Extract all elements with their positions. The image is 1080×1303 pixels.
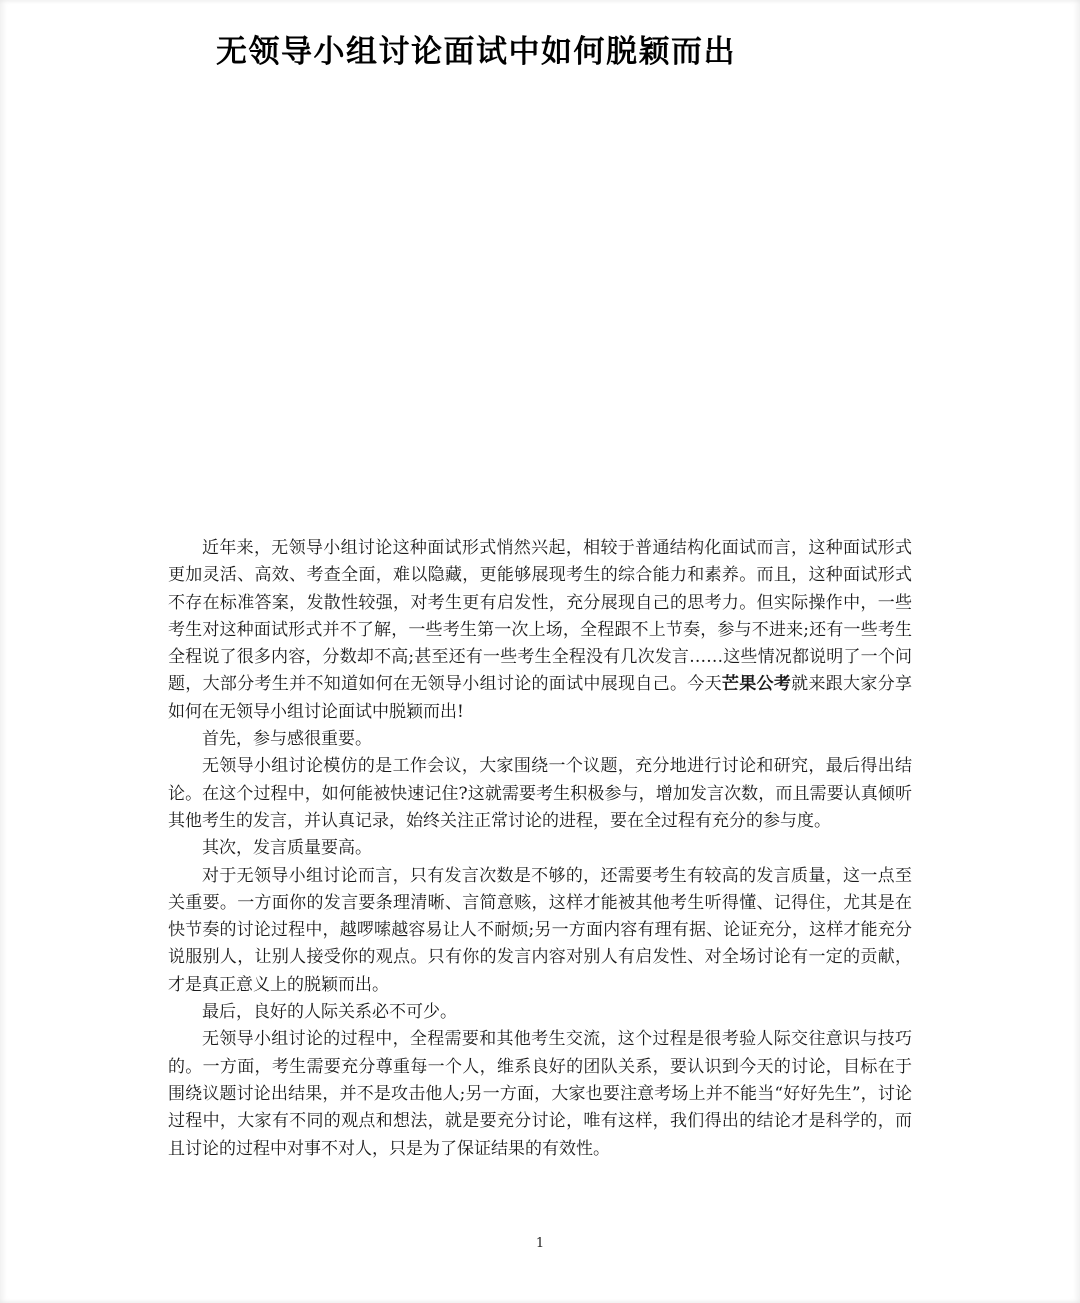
heading-relationships: 最后，良好的人际关系必不可少。 xyxy=(202,1002,457,1023)
heading-participation: 首先，参与感很重要。 xyxy=(202,729,372,750)
brand-name: 芒果公考 xyxy=(721,674,792,695)
paragraph-relationships: 无领导小组讨论的过程中，全程需要和其他考生交流，这个过程是很考验人际交往意识与技巧的。一方面，考生需要充分尊重每一个人，维系良好的团队关系，要认识到今天的讨论，目标在于围绕议题讨论出结果，并不是攻击他人;另一方面，大家也要注意考场上并不能当“好好先生”，讨论过程中，大家有不同的观点和想法，就是要充分讨论，唯有这样，我们得出的结论才是科学的，而且讨论的过程中对事不对人，只是为了保证结果的有效性。 xyxy=(168,1029,912,1159)
intro-text-before: 近年来，无领导小组讨论这种面试形式悄然兴起，相较于普通结构化面试而言，这种面试形式更加灵活、高效、考查全面，难以隐藏，更能够展现考生的综合能力和素养。而且，这种面试形式不存在标准答案，发散性较强，对考生更有启发性，充分展现自己的思考力。但实际操作中，一些考生对这种面试形式并不了解，一些考生第一次上场，全程跟不上节奏，参与不进来;还有一些考生全程说了很多内容，分数却不高;甚至还有一些考生全程没有几次发言……这些情况都说明了一个问题，大部分考生并不知道如何在无领导小组讨论的面试中展现自己。今天 xyxy=(168,538,912,695)
intro-text-after: 就来跟大家分享如何在无领导小组讨论面试中脱颖而出! xyxy=(168,674,913,722)
paragraph-speech-quality: 对于无领导小组讨论而言，只有发言次数是不够的，还需要考生有较高的发言质量，这一点至关重要。一方面你的发言要条理清晰、言简意赅，这样才能被其他考生听得懂、记得住，尤其是在快节奏的讨论过程中，越啰嗦越容易让人不耐烦;另一方面内容有理有据、论证充分，这样才能充分说服别人，让别人接受你的观点。只有你的发言内容对别人有启发性、对全场讨论有一定的贡献，才是真正意义上的脱颖而出。 xyxy=(168,865,912,995)
paragraph-participation: 无领导小组讨论模仿的是工作会议，大家围绕一个议题，充分地进行讨论和研究，最后得出结论。在这个过程中，如何能被快速记住?这就需要考生积极参与，增加发言次数，而且需要认真倾听其他考生的发言，并认真记录，始终关注正常讨论的进程，要在全过程有充分的参与度。 xyxy=(168,756,912,831)
document-body xyxy=(168,535,912,1163)
intro-paragraph xyxy=(168,535,912,726)
heading-speech-quality: 其次，发言质量要高。 xyxy=(202,838,372,859)
document-title: 无领导小组讨论面试中如何脱颖而出 xyxy=(216,34,736,70)
page-number: 1 xyxy=(535,1236,545,1251)
